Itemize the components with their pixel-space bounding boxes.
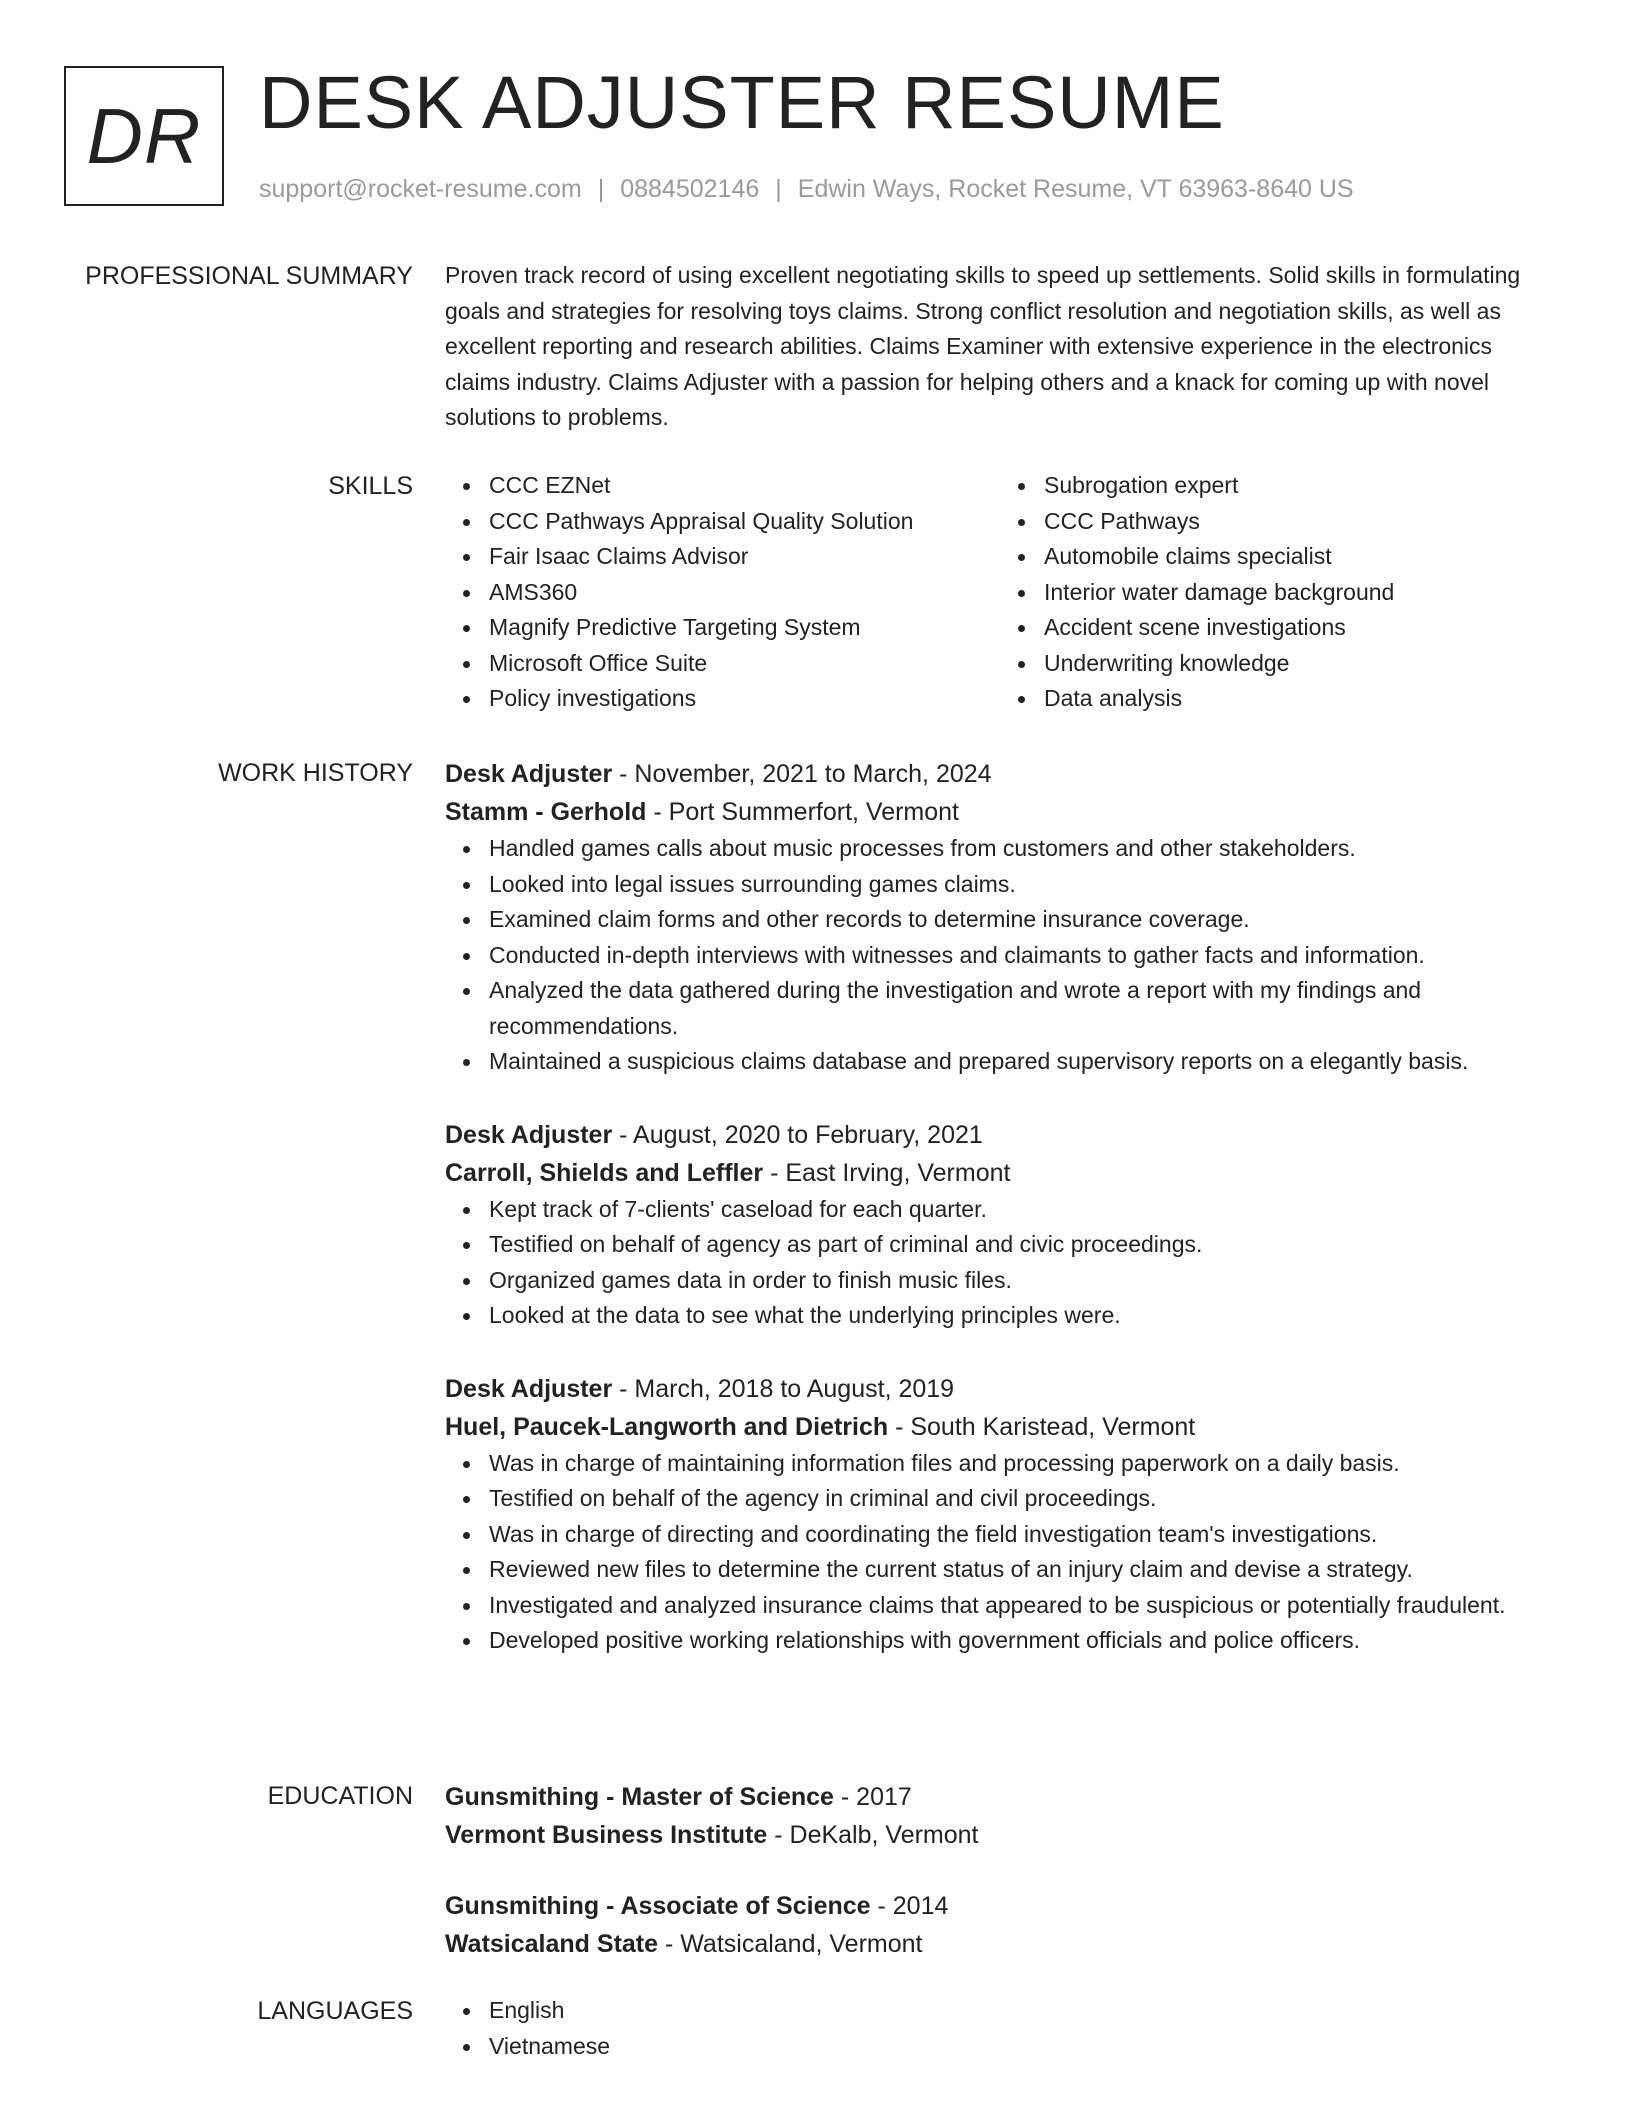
education-location: - Watsicaland, Vermont [658,1930,923,1958]
education-degree-line [445,1778,1555,1816]
job-bullet: Investigated and analyzed insurance claims that appeared to be suspicious or potentially fraudulent. [489,1588,1555,1624]
job-bullet: Conducted in-depth interviews with witnesses and claimants to gather facts and information. [489,938,1555,974]
job-entry [445,1370,1555,1659]
education-degree: Gunsmithing - Associate of Science [445,1892,871,1920]
job-bullet: Testified on behalf of the agency in criminal and civil proceedings. [489,1481,1555,1517]
job-title: Desk Adjuster [445,1120,613,1149]
skill-item: Automobile claims specialist [1044,539,1555,575]
job-entry [445,755,1555,1080]
section-label-education: EDUCATION [267,1782,413,1810]
section-label-work-history: WORK HISTORY [218,759,413,787]
job-company: Stamm - Gerhold [445,798,647,826]
job-dates: - November, 2021 to March, 2024 [612,760,992,788]
page-title: DESK ADJUSTER RESUME [259,61,1225,144]
education-list [445,1778,1555,1996]
job-company: Huel, Paucek-Langworth and Dietrich [445,1412,889,1441]
education-year: - 2014 [870,1892,949,1920]
education-school: Watsicaland State [445,1930,659,1958]
job-bullet: Organized games data in order to finish music files. [489,1263,1555,1299]
skill-item: Magnify Predictive Targeting System [489,610,1000,646]
job-location: - Port Summerfort, Vermont [646,798,960,826]
contact-address: Edwin Ways, Rocket Resume, VT 63963-8640 US [797,175,1354,203]
job-bullet: Looked into legal issues surrounding games claims. [489,867,1555,903]
job-bullet: Developed positive working relationships with government officials and police officers. [489,1623,1555,1659]
section-label-summary: PROFESSIONAL SUMMARY [85,262,413,290]
contact-email[interactable]: support@rocket-resume.com [259,175,582,203]
education-degree-line [445,1887,1555,1925]
education-school-line [445,1925,1555,1963]
skill-item: CCC EZNet [489,468,1000,504]
education-school-line [445,1816,1555,1854]
job-dates: - March, 2018 to August, 2019 [612,1374,955,1403]
job-bullet: Looked at the data to see what the underlying principles were. [489,1298,1555,1334]
education-school: Vermont Business Institute [445,1821,768,1849]
skill-item: Accident scene investigations [1044,610,1555,646]
job-company-line [445,793,1555,831]
job-title-line [445,1116,1555,1154]
skills-column-left [445,468,1000,717]
education-location: - DeKalb, Vermont [767,1821,979,1849]
job-bullets [445,1192,1555,1334]
job-title: Desk Adjuster [445,760,613,788]
job-bullet: Maintained a suspicious claims database and prepared supervisory reports on a elegantly basis. [489,1044,1555,1080]
section-label-languages: LANGUAGES [257,1997,413,2025]
skill-item: Underwriting knowledge [1044,646,1555,682]
job-location: - South Karistead, Vermont [888,1412,1196,1441]
language-item: English [489,1993,1555,2029]
skill-item: Fair Isaac Claims Advisor [489,539,1000,575]
skill-item: CCC Pathways Appraisal Quality Solution [489,504,1000,540]
skill-item: Microsoft Office Suite [489,646,1000,682]
job-bullet: Handled games calls about music processes from customers and other stakeholders. [489,831,1555,867]
job-location: - East Irving, Vermont [763,1158,1011,1187]
education-entry [445,1887,1555,1963]
job-bullet: Reviewed new files to determine the current status of an injury claim and devise a strategy. [489,1552,1555,1588]
job-company-line [445,1154,1555,1192]
education-year: - 2017 [833,1783,912,1811]
skill-item: Subrogation expert [1044,468,1555,504]
job-bullet: Testified on behalf of agency as part of criminal and civic proceedings. [489,1227,1555,1263]
languages-list [445,1993,1555,2064]
job-bullets [445,1446,1555,1659]
job-bullet: Examined claim forms and other records to determine insurance coverage. [489,902,1555,938]
contact-separator: | [775,175,782,203]
skill-item: Data analysis [1044,681,1555,717]
job-company: Carroll, Shields and Leffler [445,1158,764,1187]
job-bullet: Was in charge of directing and coordinating the field investigation team's investigations. [489,1517,1555,1553]
job-title: Desk Adjuster [445,1374,613,1403]
job-bullet: Kept track of 7-clients' caseload for each quarter. [489,1192,1555,1228]
skills-column-right [1000,468,1555,717]
skill-item: Policy investigations [489,681,1000,717]
section-label-skills: SKILLS [328,472,413,500]
monogram-logo: DR [64,66,224,206]
job-dates: - August, 2020 to February, 2021 [612,1120,983,1149]
languages-bullets [445,1993,1555,2064]
contact-separator: | [597,175,605,203]
education-degree: Gunsmithing - Master of Science [445,1783,834,1811]
job-title-line [445,1370,1555,1408]
education-entry [445,1778,1555,1854]
skill-item: AMS360 [489,575,1000,611]
contact-phone[interactable]: 0884502146 [620,175,760,203]
work-history-list [445,755,1555,1695]
job-bullet: Was in charge of maintaining information files and processing paperwork on a daily basis. [489,1446,1555,1482]
language-item: Vietnamese [489,2029,1555,2065]
job-bullet: Analyzed the data gathered during the investigation and wrote a report with my findings and recommendations. [489,973,1555,1044]
skill-item: Interior water damage background [1044,575,1555,611]
job-title-line [445,755,1555,793]
job-company-line [445,1408,1555,1446]
skills-list [445,468,1555,717]
job-bullets [445,831,1555,1080]
job-entry [445,1116,1555,1334]
contact-line [259,175,1354,204]
summary-text: Proven track record of using excellent negotiating skills to speed up settlements. Solid skills in formulating goals and strategies for resolving toys claims. Strong conflict resolution and negotiation skills, as well as excellent reporting and research abilities. Claims Examiner with extensive experience in the electronics claims industry. Claims Adjuster with a passion for helping others and a knack for coming up with novel solutions to problems. [445,262,1521,430]
skill-item: CCC Pathways [1044,504,1555,540]
